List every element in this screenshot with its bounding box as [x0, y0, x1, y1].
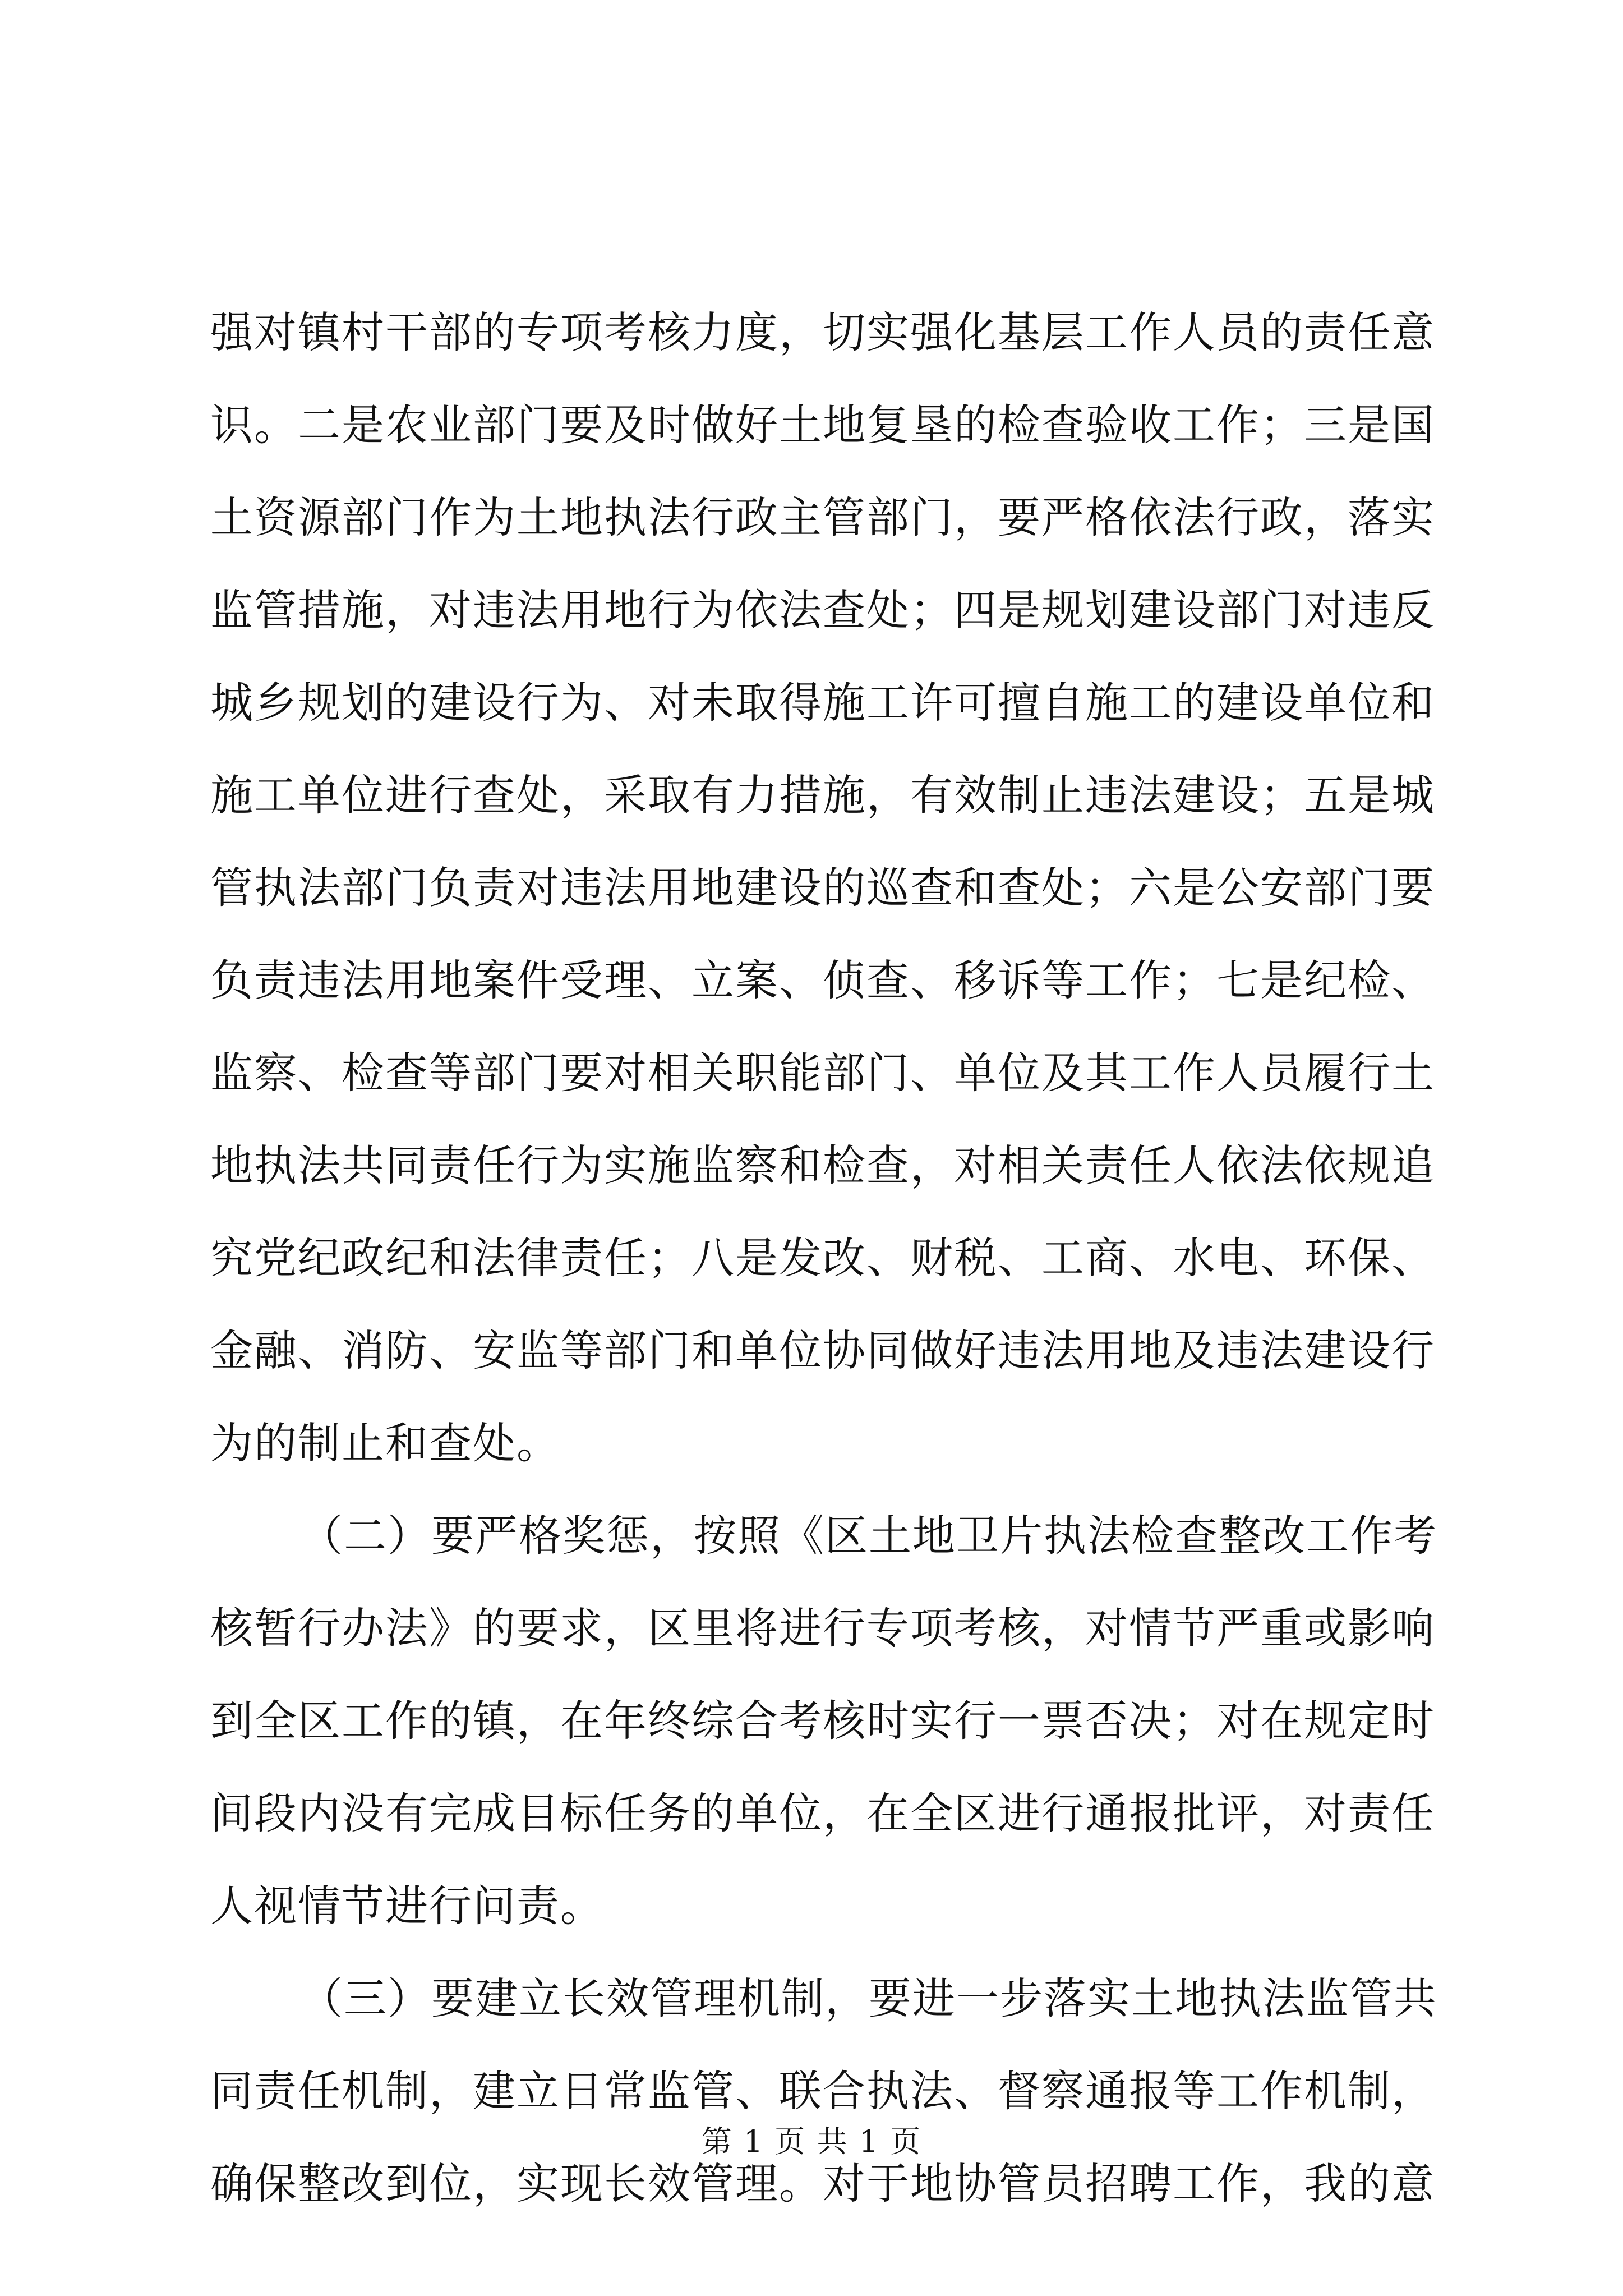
page-number-footer: 第 1 页 共 1 页 — [701, 2124, 922, 2159]
text-line: 核暂行办法》的要求，区里将进行专项考核，对情节严重或影响 — [210, 1603, 1435, 1653]
text-line: 施工单位进行查处，采取有力措施，有效制止违法建设；五是城 — [210, 770, 1435, 820]
text-line: 强对镇村干部的专项考核力度，切实强化基层工作人员的责任意 — [210, 307, 1435, 357]
text-line: 土资源部门作为土地执法行政主管部门，要严格依法行政，落实 — [210, 493, 1435, 542]
document-body — [210, 286, 1437, 2230]
text-line: 地执法共同责任行为实施监察和检查，对相关责任人依法依规追 — [210, 1140, 1435, 1190]
text-line: 负责违法用地案件受理、立案、侦查、移诉等工作；七是纪检、 — [210, 955, 1435, 1005]
text-line: 同责任机制，建立日常监管、联合执法、督察通报等工作机制， — [210, 2066, 1435, 2116]
text-line: 识。二是农业部门要及时做好土地复垦的检查验收工作；三是国 — [210, 400, 1435, 450]
text-line: 管执法部门负责对违法用地建设的巡查和查处；六是公安部门要 — [210, 863, 1435, 913]
text-line: 监察、检查等部门要对相关职能部门、单位及其工作人员履行土 — [210, 1048, 1435, 1098]
text-line: 人视情节进行问责。 — [210, 1881, 604, 1931]
text-line: 金融、消防、安监等部门和单位协同做好违法用地及违法建设行 — [210, 1326, 1435, 1375]
text-line: 究党纪政纪和法律责任；八是发改、财税、工商、水电、环保、 — [210, 1233, 1435, 1283]
text-line: 监管措施，对违法用地行为依法查处；四是规划建设部门对违反 — [210, 585, 1435, 635]
text-line: 城乡规划的建设行为、对未取得施工许可擅自施工的建设单位和 — [210, 678, 1435, 728]
text-line: 到全区工作的镇，在年终综合考核时实行一票否决；对在规定时 — [210, 1696, 1435, 1746]
paragraph-start-line: （二）要严格奖惩，按照《区土地卫片执法检查整改工作考 — [300, 1511, 1437, 1561]
paragraph-start-line: （三）要建立长效管理机制，要进一步落实土地执法监管共 — [300, 1973, 1437, 2023]
text-line: 确保整改到位，实现长效管理。对于地协管员招聘工作，我的意 — [210, 2159, 1435, 2208]
text-line: 为的制止和查处。 — [210, 1418, 560, 1468]
text-line: 间段内没有完成目标任务的单位，在全区进行通报批评，对责任 — [210, 1788, 1435, 1838]
